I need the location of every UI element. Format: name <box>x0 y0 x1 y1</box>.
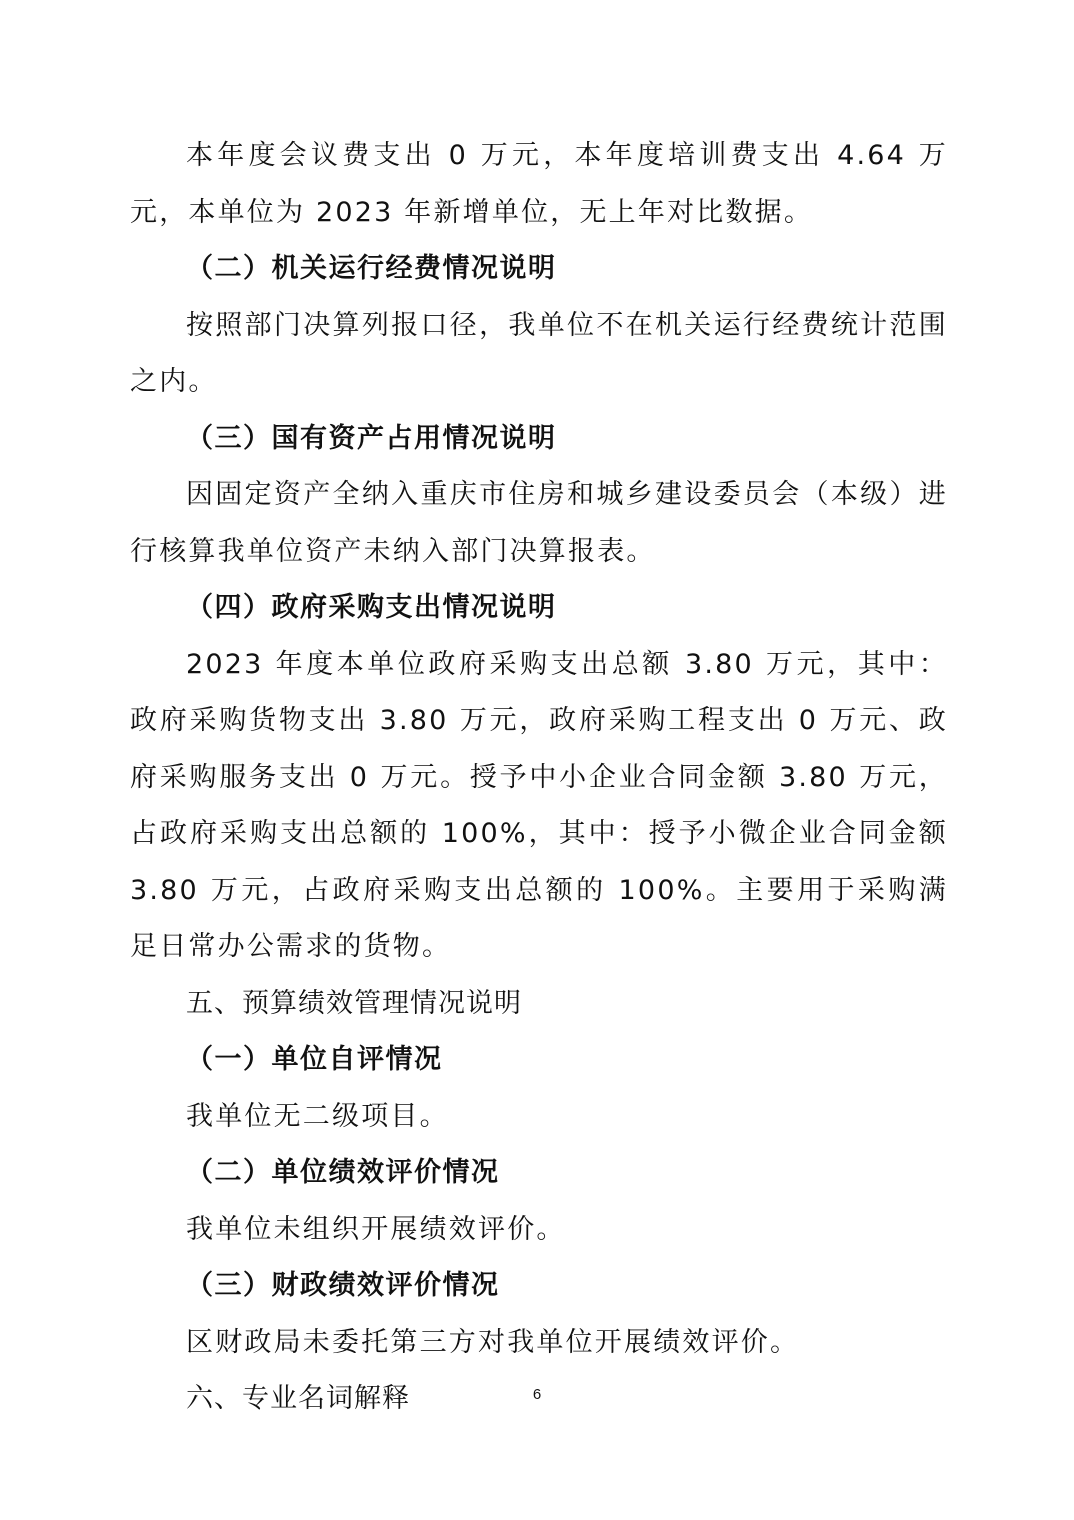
subheading-self-evaluation: （一）单位自评情况 <box>186 1044 443 1075</box>
paragraph-operating-expenses: 按照部门决算列报口径，我单位不在机关运行经费统计范围之内。 <box>130 309 948 397</box>
section-heading-terminology: 六、专业名词解释 <box>186 1383 410 1414</box>
page-number: 6 <box>532 1386 542 1403</box>
section-heading-performance-management: 五、预算绩效管理情况说明 <box>186 987 522 1019</box>
paragraph-government-procurement: 2023 年度本单位政府采购支出总额 3.80 万元，其中：政府采购货物支出 3.80 万元，政府采购工程支出 0 万元、政府采购服务支出 0 万元。授予中小企业合同金额 3.80 万元，占政府采购支出总额的 100%，其中：授予小微企业合同金额 3.80 万元，占政府采购支出总额的 100%。主要用于采购满足日常办公需求的货物。 <box>130 648 948 962</box>
subheading-operating-expenses: （二）机关运行经费情况说明 <box>186 253 557 284</box>
paragraph-fiscal-performance-evaluation: 区财政局未委托第三方对我单位开展绩效评价。 <box>186 1326 800 1358</box>
paragraph-self-evaluation: 我单位无二级项目。 <box>186 1100 449 1132</box>
subheading-government-procurement: （四）政府采购支出情况说明 <box>186 592 557 623</box>
document-body <box>130 128 948 1428</box>
paragraph-state-assets: 因固定资产全纳入重庆市住房和城乡建设委员会（本级）进行核算我单位资产未纳入部门决算报表。 <box>130 479 948 567</box>
subheading-fiscal-performance-evaluation: （三）财政绩效评价情况 <box>186 1270 500 1301</box>
subheading-unit-performance-evaluation: （二）单位绩效评价情况 <box>186 1157 500 1188</box>
paragraph-unit-performance-evaluation: 我单位未组织开展绩效评价。 <box>186 1213 566 1245</box>
subheading-state-assets: （三）国有资产占用情况说明 <box>186 422 557 454</box>
paragraph-training-meeting-fees: 本年度会议费支出 0 万元，本年度培训费支出 4.64 万元，本单位为 2023 年新增单位，无上年对比数据。 <box>130 140 948 228</box>
